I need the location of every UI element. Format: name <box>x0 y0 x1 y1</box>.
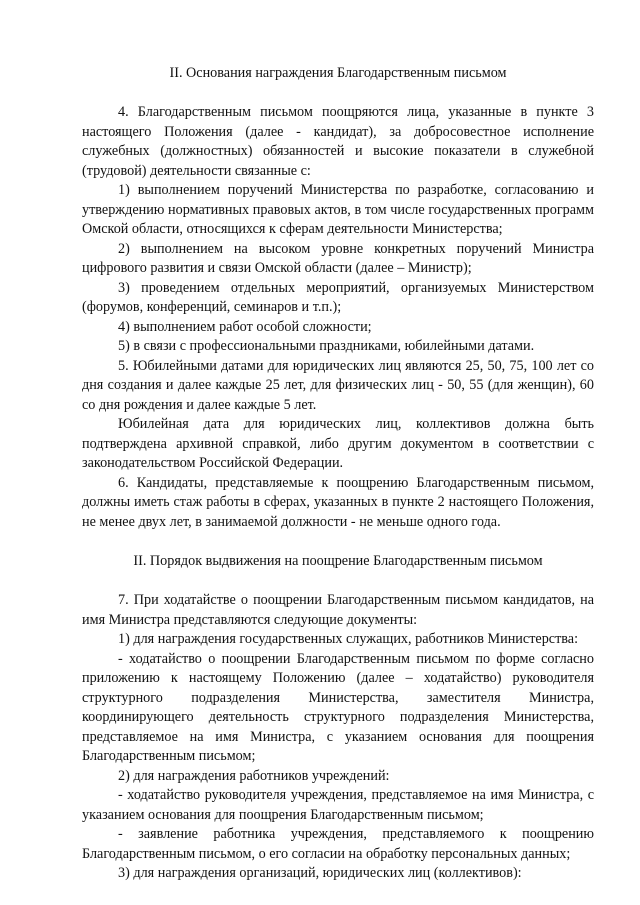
paragraph-5-note: Юбилейная дата для юридических лиц, коллективов должна быть подтверждена архивной справкой, либо другим документом в соответствии с законодательством Российской Федерации. <box>82 416 594 471</box>
list-item-7-2-b: - заявление работника учреждения, представляемого к поощрению Благодарственным письмом, о его согласии на обработку персональных данных; <box>82 826 594 862</box>
list-item-7-2-a: - ходатайство руководителя учреждения, представляемое на имя Министра, с указанием основания для поощрения Благодарственным письмом; <box>82 787 594 823</box>
list-item-7-3: 3) для награждения организаций, юридических лиц (коллективов): <box>118 865 522 881</box>
section-title: II. Основания награждения Благодарственным письмом <box>169 65 507 81</box>
paragraph-4: 4. Благодарственным письмом поощряются лица, указанные в пункте 3 настоящего Положения (далее - кандидат), за добросовестное исполнение служебных (должностных) обязанностей и высокие показатели в служебной (трудовой) деятельности связанные с: <box>82 104 594 179</box>
list-item-4-1: 1) выполнением поручений Министерства по разработке, согласованию и утверждению нормативных правовых актов, в том числе государственных программ Омской области, относящихся к сферам деятельности Министерства; <box>82 182 594 237</box>
section-title: II. Порядок выдвижения на поощрение Благодарственным письмом <box>133 553 543 569</box>
list-item-4-5: 5) в связи с профессиональными праздниками, юбилейными датами. <box>118 338 535 354</box>
list-item-7-1-a: - ходатайство о поощрении Благодарственным письмом по форме согласно приложению к настоящему Положению (далее – ходатайство) руководителя структурного подразделения Министерства, заместителя Министра, координирующего деятельность структурного подразделения Министерства, представляемое на имя Министра, с указанием основания для поощрения Благодарственным письмом; <box>82 650 594 764</box>
list-item-4-4: 4) выполнением работ особой сложности; <box>118 318 372 335</box>
list-item-4-2: 2) выполнением на высоком уровне конкретных поручений Министра цифрового развития и связи Омской области (далее – Министр); <box>82 240 594 276</box>
paragraph-5: 5. Юбилейными датами для юридических лиц являются 25, 50, 75, 100 лет со дня создания и далее каждые 25 лет, для физических лиц - 50, 55 (для женщин), 60 со дня рождения и далее каждые 5 лет. <box>82 357 594 413</box>
list-item-7-1: 1) для награждения государственных служащих, работников Министерства: <box>118 631 579 647</box>
paragraph-7: 7. При ходатайстве о поощрении Благодарственным письмом кандидатов, на имя Министра представляются следующие документы: <box>82 592 594 628</box>
list-item-4-3: 3) проведением отдельных мероприятий, организуемых Министерством (форумов, конференций, семинаров и т.п.); <box>82 279 594 315</box>
paragraph-6: 6. Кандидаты, представляемые к поощрению Благодарственным письмом, должны иметь стаж работы в сферах, указанных в пункте 2 настоящего Положения, не менее двух лет, в занимаемой должности - не меньше одного года. <box>82 474 594 530</box>
list-item-7-2: 2) для награждения работников учреждений: <box>118 767 390 784</box>
